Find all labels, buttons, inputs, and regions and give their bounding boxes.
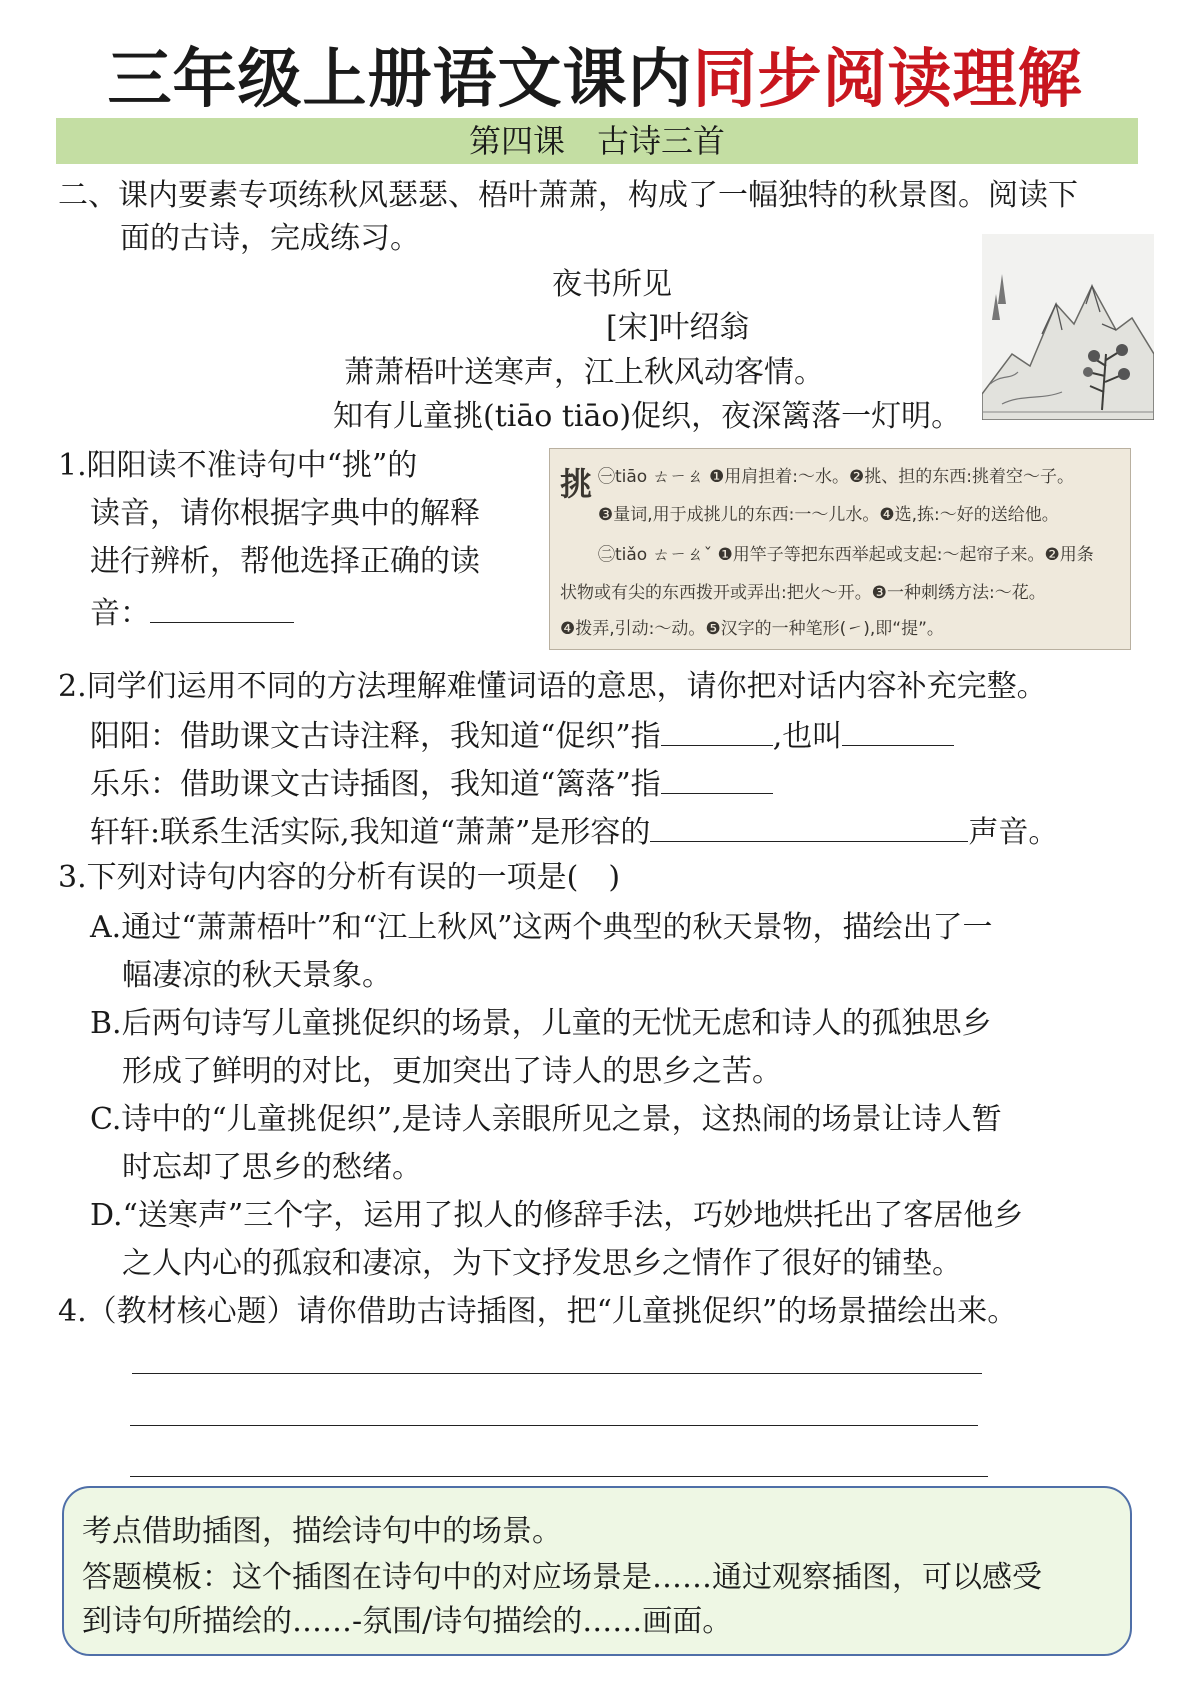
poem-line-1: 萧萧梧叶送寒声，江上秋风动客情。: [344, 355, 824, 390]
lesson-banner: 第四课 古诗三首: [56, 118, 1138, 164]
q2-xuanxuan-row: [90, 811, 1058, 853]
section-intro-cont: 面的古诗，完成练习。: [120, 221, 420, 256]
q2-stem: 2.同学们运用不同的方法理解难懂词语的意思，请你把对话内容补充完整。: [58, 669, 1047, 704]
q2-xuanxuan-text-b: 声音。: [968, 815, 1059, 850]
section-intro: 二、课内要素专项练秋风瑟瑟、梧叶萧萧，构成了一幅独特的秋景图。阅读下: [58, 178, 1078, 213]
q2-alias-blank[interactable]: [842, 715, 954, 746]
q3-option-a[interactable]: A.通过“萧萧梧叶”和“江上秋风”这两个典型的秋天景物，描绘出了一: [90, 910, 993, 945]
q1-stem-end: 音：: [90, 596, 150, 631]
q2-cuzhi-blank[interactable]: [661, 715, 773, 746]
tip-line: 答题模板：这个插图在诗句中的对应场景是……通过观察插图，可以感受: [82, 1560, 1042, 1595]
q2-yangyang-row: [90, 715, 954, 757]
dictionary-entry-line: 状物或有尖的东西拨开或弄出:把火～开。❸一种刺绣方法:～花。: [560, 583, 1046, 603]
dictionary-entry-line: ㊁tiǎo ㄊㄧㄠˇ ❶用竿子等把东西举起或支起:～起帘子来。❷用条: [598, 545, 1094, 565]
poem-author: [宋]叶绍翁: [606, 310, 750, 345]
q2-lele-text: 乐乐：借助课文古诗插图，我知道“篱落”指: [90, 767, 661, 802]
dictionary-entry-line: ㊀tiāo ㄊㄧㄠ ❶用肩担着:～水。❷挑、担的东西:挑着空～子。: [598, 467, 1074, 487]
landscape-illustration: [982, 234, 1154, 420]
q1-answer-row: [90, 592, 294, 634]
q4-stem: 4.（教材核心题）请你借助古诗插图，把“儿童挑促织”的场景描绘出来。: [58, 1294, 1018, 1329]
q3-stem: 3.下列对诗句内容的分析有误的一项是( ): [58, 860, 621, 895]
q2-yangyang-text-b: ,也叫: [772, 719, 843, 754]
title-highlight: 同步阅读理解: [692, 43, 1083, 117]
q1-stem-cont: 进行辨析，帮他选择正确的读: [90, 544, 480, 579]
poem-title: 夜书所见: [552, 267, 672, 302]
mountain-icon: [982, 234, 1154, 420]
dictionary-entry-line: ❹拨弄,引动:～动。❺汉字的一种笔形(㇀),即“提”。: [560, 619, 944, 639]
dictionary-entry-line: ❸量词,用于成挑儿的东西:一～儿水。❹选,拣:～好的送给他。: [598, 505, 1059, 525]
q3-option-c-cont: 时忘却了思乡的愁绪。: [122, 1150, 422, 1185]
q3-option-c[interactable]: C.诗中的“儿童挑促织”,是诗人亲眼所见之景，这热闹的场景让诗人暂: [90, 1102, 1002, 1137]
answer-tip-box: [62, 1486, 1132, 1656]
title-main: 三年级上册语文课内: [107, 43, 693, 117]
page-title: [0, 40, 1190, 120]
q3-option-d-cont: 之人内心的孤寂和凄凉，为下文抒发思乡之情作了很好的铺垫。: [122, 1246, 962, 1281]
q2-xiaoxiao-blank[interactable]: [650, 811, 968, 842]
q3-option-b-cont: 形成了鲜明的对比，更加突出了诗人的思乡之苦。: [122, 1054, 782, 1089]
q1-stem-cont: 读音，请你根据字典中的解释: [90, 496, 480, 531]
dictionary-excerpt: [549, 448, 1131, 650]
q3-option-d[interactable]: D.“送寒声”三个字，运用了拟人的修辞手法，巧妙地烘托出了客居他乡: [90, 1198, 1024, 1233]
q2-lele-row: [90, 763, 773, 805]
dictionary-char: 挑: [560, 465, 593, 503]
q4-answer-line[interactable]: [132, 1373, 982, 1374]
q1-answer-blank[interactable]: [150, 592, 294, 623]
q4-answer-line[interactable]: [130, 1425, 978, 1426]
q4-answer-line[interactable]: [130, 1476, 988, 1477]
q2-xuanxuan-text: 轩轩:联系生活实际,我知道“萧萧”是形容的: [90, 815, 651, 850]
tip-line: 考点借助插图，描绘诗句中的场景。: [82, 1514, 562, 1549]
poem-line-2: 知有儿童挑(tiāo tiāo)促织，夜深篱落一灯明。: [333, 399, 962, 434]
q1-stem: 1.阳阳读不准诗句中“挑”的: [58, 448, 418, 483]
q3-option-a-cont: 幅凄凉的秋天景象。: [122, 958, 392, 993]
q2-yangyang-text: 阳阳：借助课文古诗注释，我知道“促织”指: [90, 719, 661, 754]
q2-liluo-blank[interactable]: [661, 763, 773, 794]
q3-option-b[interactable]: B.后两句诗写儿童挑促织的场景，儿童的无忧无虑和诗人的孤独思乡: [90, 1006, 992, 1041]
tip-line: 到诗句所描绘的……-氛围/诗句描绘的……画面。: [82, 1604, 733, 1639]
